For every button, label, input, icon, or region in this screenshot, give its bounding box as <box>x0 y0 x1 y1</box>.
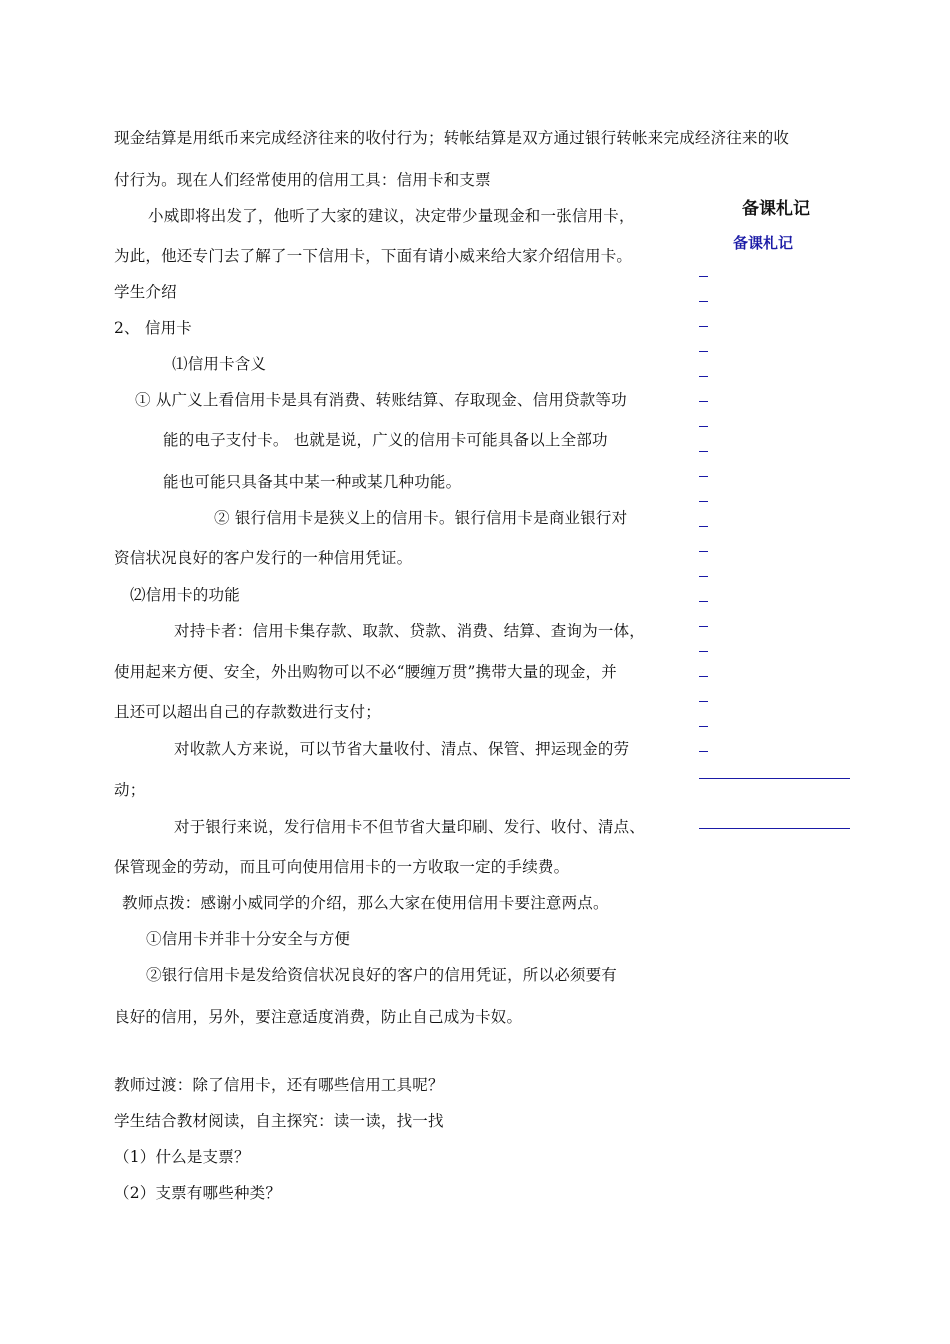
text-line: ⑵信用卡的功能 <box>130 586 240 604</box>
text-line: 且还可以超出自己的存款数进行支付； <box>114 703 381 721</box>
text-line: 能也可能只具备其中某一种或某几种功能。 <box>163 473 462 491</box>
note-line-dash <box>699 301 708 302</box>
note-rule <box>699 828 850 829</box>
text-line: 能的电子支付卡。 也就是说，广义的信用卡可能具备以上全部功 <box>163 431 608 449</box>
text-line: 教师点拨：感谢小威同学的介绍，那么大家在使用信用卡要注意两点。 <box>122 894 609 912</box>
text-line: （1）什么是支票？ <box>114 1148 250 1166</box>
text-line: 对持卡者：信用卡集存款、取款、贷款、消费、结算、查询为一体， <box>174 622 646 640</box>
note-line-dash <box>699 376 708 377</box>
note-line-dash <box>699 551 708 552</box>
text-line: ① 从广义上看信用卡是具有消费、转账结算、存取现金、信用贷款等功 <box>135 391 627 409</box>
text-line: 动； <box>114 781 146 799</box>
note-line-dash <box>699 501 708 502</box>
note-line-dash <box>699 651 708 652</box>
text-line: 付行为。现在人们经常使用的信用工具：信用卡和支票 <box>114 171 491 189</box>
note-line-dash <box>699 576 708 577</box>
text-line: 对于银行来说，发行信用卡不但节省大量印刷、发行、收付、清点、 <box>174 818 646 836</box>
sidebar-subtitle: 备课札记 <box>733 234 794 252</box>
text-line: （2）支票有哪些种类？ <box>114 1184 282 1202</box>
text-line: 使用起来方便、安全，外出购物可以不必“腰缠万贯”携带大量的现金，并 <box>114 663 617 681</box>
note-line-dash <box>699 401 708 402</box>
note-line-dash <box>699 526 708 527</box>
text-line: 保管现金的劳动，而且可向使用信用卡的一方收取一定的手续费。 <box>114 858 570 876</box>
note-line-dash <box>699 751 708 752</box>
note-line-dash <box>699 701 708 702</box>
text-line: 学生结合教材阅读，自主探究：读一读，找一找 <box>114 1112 444 1130</box>
sidebar-title: 备课札记 <box>742 199 810 219</box>
note-line-dash <box>699 326 708 327</box>
text-line: 小威即将出发了，他听了大家的建议，决定带少量现金和一张信用卡， <box>148 207 635 225</box>
note-rule <box>699 778 850 779</box>
text-line: ②银行信用卡是发给资信状况良好的客户的信用凭证，所以必须要有 <box>146 966 618 984</box>
text-line: 良好的信用，另外，要注意适度消费，防止自己成为卡奴。 <box>114 1008 523 1026</box>
note-line-dash <box>699 601 708 602</box>
text-line: 资信状况良好的客户发行的一种信用凭证。 <box>114 549 413 567</box>
text-line: 学生介绍 <box>114 283 177 301</box>
text-line: 教师过渡：除了信用卡，还有哪些信用工具呢？ <box>114 1076 444 1094</box>
note-line-dash <box>699 351 708 352</box>
text-line: ② 银行信用卡是狭义上的信用卡。银行信用卡是商业银行对 <box>214 509 628 527</box>
text-line: 对收款人方来说，可以节省大量收付、清点、保管、押运现金的劳 <box>174 740 630 758</box>
note-line-dash <box>699 676 708 677</box>
note-line-dash <box>699 426 708 427</box>
text-line: 2、 信用卡 <box>114 319 192 337</box>
note-line-dash <box>699 451 708 452</box>
note-line-dash <box>699 626 708 627</box>
note-line-dash <box>699 726 708 727</box>
note-line-dash <box>699 476 708 477</box>
note-line-dash <box>699 276 708 277</box>
text-line: ①信用卡并非十分安全与方便 <box>146 930 351 948</box>
text-line: ⑴信用卡含义 <box>172 355 267 373</box>
text-line: 现金结算是用纸币来完成经济往来的收付行为；转帐结算是双方通过银行转帐来完成经济往来的收 <box>114 129 790 147</box>
text-line: 为此，他还专门去了解了一下信用卡，下面有请小威来给大家介绍信用卡。 <box>114 247 633 265</box>
